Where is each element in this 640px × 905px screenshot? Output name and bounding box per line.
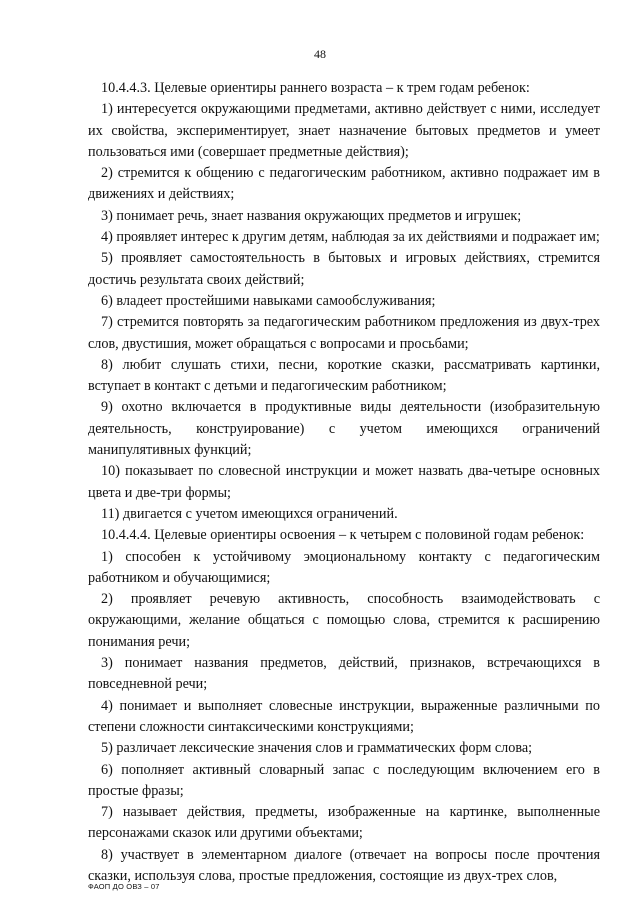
list-item: 3) понимает речь, знает названия окружающих предметов и игрушек; bbox=[101, 207, 522, 224]
list-item: 2) проявляет речевую активность, способность взаимодействовать с окружающими, желание общаться с помощью слова, стремится к расширению понимания речи; bbox=[88, 591, 600, 650]
list-item: 9) охотно включается в продуктивные виды деятельности (изобразительную деятельность, конструирование) с учетом имеющихся ограничений манипулятивных функций; bbox=[88, 399, 600, 459]
list-item: 4) понимает и выполняет словесные инструкции, выраженные различными по степени сложности синтаксическими конструкциями; bbox=[88, 697, 600, 735]
list-item: 11) двигается с учетом имеющихся ограничений. bbox=[101, 505, 398, 522]
list-item: 4) проявляет интерес к другим детям, наблюдая за их действиями и подражает им; bbox=[101, 229, 600, 246]
section-heading: 10.4.4.3. Целевые ориентиры раннего возраста – к трем годам ребенок: bbox=[101, 80, 530, 96]
list-item: 8) участвует в элементарном диалоге (отвечает на вопросы после прочтения сказки, используя слова, простые предложения, состоящие из двух-трех слов, bbox=[88, 846, 600, 884]
list-item: 5) проявляет самостоятельность в бытовых и игровых действиях, стремится достичь результата своих действий; bbox=[88, 250, 600, 288]
list-item: 3) понимает названия предметов, действий, признаков, встречающихся в повседневной речи; bbox=[88, 655, 600, 693]
document-body bbox=[88, 78, 600, 887]
page-number: 48 bbox=[314, 47, 326, 61]
list-item: 7) называет действия, предметы, изображенные на картинке, выполненные персонажами сказок или другими объектами; bbox=[88, 804, 600, 842]
list-item: 6) пополняет активный словарный запас с последующим включением его в простые фразы; bbox=[88, 761, 600, 799]
list-item: 7) стремится повторять за педагогическим работником предложения из двух-трех слов, двустишия, может обращаться с вопросами и просьбами; bbox=[88, 314, 600, 352]
list-item: 2) стремится к общению с педагогическим работником, активно подражает им в движениях и действиях; bbox=[88, 165, 600, 203]
list-item: 6) владеет простейшими навыками самообслуживания; bbox=[101, 292, 436, 309]
list-item: 10) показывает по словесной инструкции и может назвать два-четыре основных цвета и две-три формы; bbox=[88, 463, 600, 501]
section-heading: 10.4.4.4. Целевые ориентиры освоения – к четырем с половиной годам ребенок: bbox=[101, 527, 585, 544]
list-item: 1) интересуется окружающими предметами, активно действует с ними, исследует их свойства, экспериментирует, знает назначение бытовых предметов и умеет пользоваться ими (совершает предметные действия); bbox=[88, 101, 600, 160]
document-footer: ФАОП ДО ОВЗ – 07 bbox=[88, 882, 160, 891]
list-item: 5) различает лексические значения слов и грамматических форм слова; bbox=[101, 740, 533, 757]
list-item: 8) любит слушать стихи, песни, короткие сказки, рассматривать картинки, вступает в контакт с детьми и педагогическим работником; bbox=[88, 356, 600, 395]
list-item: 1) способен к устойчивому эмоциональному контакту с педагогическим работником и обучающимися; bbox=[88, 548, 600, 586]
